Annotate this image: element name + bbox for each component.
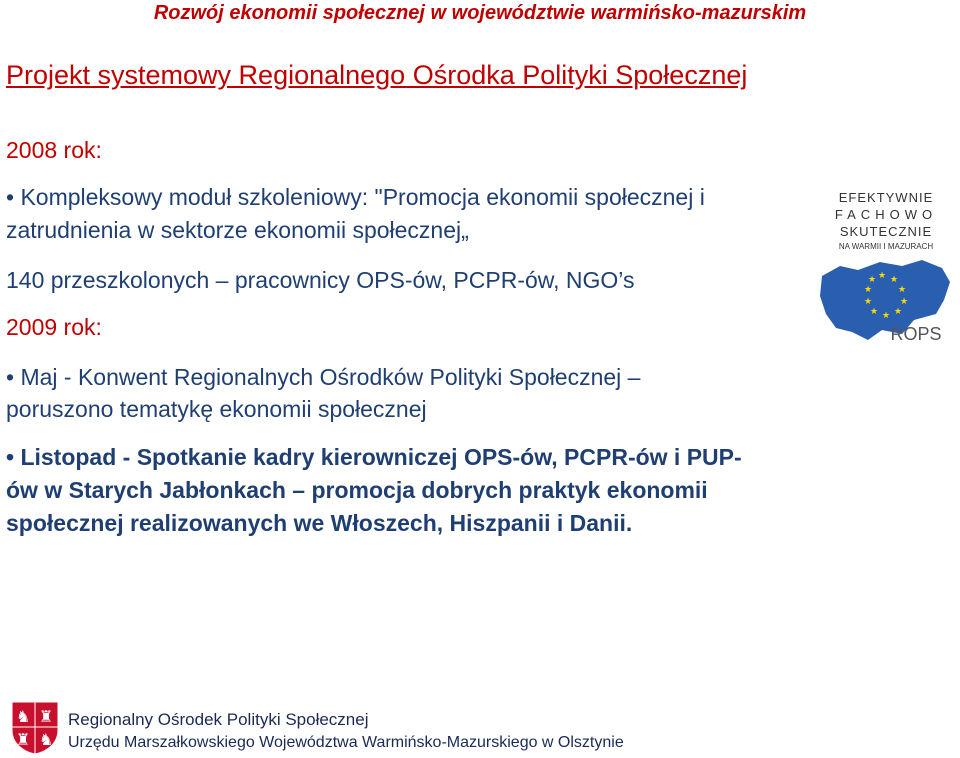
svg-text:★: ★ <box>900 297 909 307</box>
svg-text:♞: ♞ <box>39 730 54 749</box>
project-title: Projekt systemowy Regionalnego Ośrodka Polityki Społecznej <box>6 60 748 90</box>
svg-text:♜: ♜ <box>16 730 31 749</box>
svg-text:★: ★ <box>882 311 891 321</box>
rops-logo <box>814 186 958 348</box>
logo-line-fachowo: FACHOWO <box>834 207 938 222</box>
logo-line-skutecznie: SKUTECZNIE <box>839 224 933 239</box>
footer-line2: Urzędu Marszałkowskiego Województwa Warmińsko-Mazurskiego w Olsztynie <box>68 734 624 751</box>
svg-text:★: ★ <box>870 307 879 317</box>
item-2008-training-line2: zatrudnienia w sektorze ekonomii społecznej„ <box>6 217 469 243</box>
svg-text:★: ★ <box>868 275 877 285</box>
header-title: Rozwój ekonomii społecznej w województwie warmińsko-mazurskim <box>153 2 807 24</box>
logo-line-region: NA WARMII I MAZURACH <box>838 242 934 251</box>
svg-text:♜: ♜ <box>39 707 54 726</box>
year-2009-heading: 2009 rok: <box>6 314 102 340</box>
svg-text:♞: ♞ <box>16 707 31 726</box>
svg-text:★: ★ <box>864 285 873 295</box>
svg-text:★: ★ <box>890 275 899 285</box>
item-2009-november-line2: ów w Starych Jabłonkach – promocja dobrych praktyk ekonomii <box>6 477 708 503</box>
item-2009-may-line2: poruszono tematykę ekonomii społecznej <box>6 396 427 422</box>
item-2009-may-line1: • Maj - Konwent Regionalnych Ośrodków Polityki Społecznej – <box>6 364 641 390</box>
item-2009-november-line1: • Listopad - Spotkanie kadry kierowniczej OPS-ów, PCPR-ów i PUP- <box>6 444 742 470</box>
svg-text:★: ★ <box>894 307 903 317</box>
footer-line1: Regionalny Ośrodek Polityki Społecznej <box>68 710 369 729</box>
year-2008-heading: 2008 rok: <box>6 137 102 163</box>
item-2009-november-line3: społecznej realizowanych we Włoszech, Hiszpanii i Danii. <box>6 510 633 536</box>
coat-of-arms-icon <box>10 700 60 755</box>
svg-text:★: ★ <box>878 271 887 281</box>
logo-brand-rops: ROPS <box>890 324 942 344</box>
svg-text:★: ★ <box>898 285 907 295</box>
svg-text:★: ★ <box>864 297 873 307</box>
logo-line-efektywnie: EFEKTYWNIE <box>838 190 934 205</box>
item-2008-training-line1: • Kompleksowy moduł szkoleniowy: "Promocja ekonomii społecznej i <box>6 184 705 210</box>
item-2008-trained-count: 140 przeszkolonych – pracownicy OPS-ów, PCPR-ów, NGO’s <box>6 267 635 293</box>
